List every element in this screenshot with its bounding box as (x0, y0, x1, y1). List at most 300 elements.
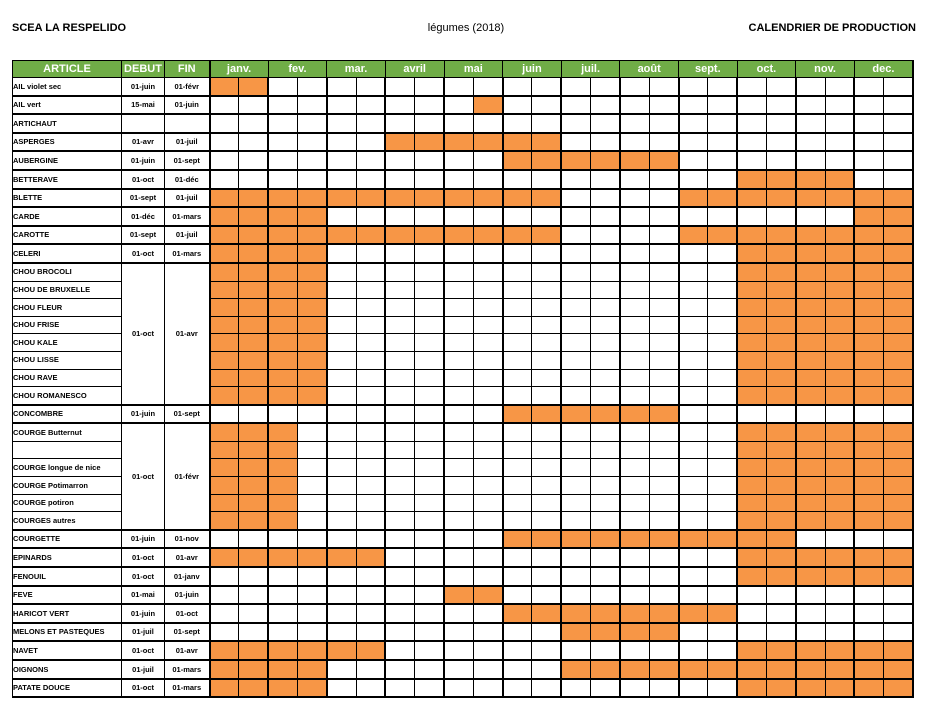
filled-period-cell (737, 641, 766, 660)
filled-period-cell (210, 548, 239, 567)
empty-period-cell (356, 369, 385, 387)
empty-period-cell (591, 387, 620, 405)
empty-period-cell (385, 244, 414, 263)
empty-period-cell (649, 586, 678, 605)
empty-period-cell (385, 263, 414, 281)
empty-period-cell (415, 441, 444, 459)
empty-period-cell (297, 96, 326, 115)
empty-period-cell (210, 530, 239, 549)
filled-period-cell (796, 441, 825, 459)
empty-period-cell (503, 96, 532, 115)
filled-period-cell (737, 512, 766, 530)
empty-period-cell (854, 530, 883, 549)
empty-period-cell (473, 623, 502, 642)
empty-period-cell (796, 78, 825, 96)
filled-period-cell (268, 263, 297, 281)
empty-period-cell (415, 604, 444, 623)
empty-period-cell (415, 96, 444, 115)
filled-period-cell (825, 660, 854, 679)
empty-period-cell (415, 494, 444, 512)
empty-period-cell (708, 477, 737, 495)
fin-cell: 01-juil (165, 189, 210, 208)
filled-period-cell (766, 189, 795, 208)
empty-period-cell (239, 567, 268, 586)
filled-period-cell (239, 281, 268, 299)
article-cell: ASPERGES (13, 133, 122, 152)
empty-period-cell (532, 299, 561, 317)
empty-period-cell (385, 477, 414, 495)
empty-period-cell (561, 316, 590, 334)
empty-period-cell (825, 133, 854, 152)
filled-period-cell (591, 151, 620, 170)
empty-period-cell (620, 423, 649, 441)
filled-period-cell (884, 263, 913, 281)
empty-period-cell (620, 567, 649, 586)
filled-period-cell (796, 281, 825, 299)
empty-period-cell (268, 530, 297, 549)
empty-period-cell (385, 660, 414, 679)
empty-period-cell (620, 477, 649, 495)
filled-period-cell (766, 441, 795, 459)
empty-period-cell (503, 387, 532, 405)
filled-period-cell (884, 477, 913, 495)
filled-period-cell (297, 351, 326, 369)
empty-period-cell (679, 405, 708, 424)
filled-period-cell (825, 441, 854, 459)
empty-period-cell (385, 405, 414, 424)
empty-period-cell (561, 78, 590, 96)
empty-period-cell (884, 405, 913, 424)
filled-period-cell (210, 226, 239, 245)
empty-period-cell (532, 660, 561, 679)
empty-period-cell (620, 512, 649, 530)
empty-period-cell (415, 567, 444, 586)
table-row (13, 586, 914, 605)
filled-period-cell (766, 263, 795, 281)
filled-period-cell (239, 441, 268, 459)
empty-period-cell (561, 281, 590, 299)
empty-period-cell (649, 114, 678, 133)
empty-period-cell (532, 334, 561, 352)
empty-period-cell (620, 170, 649, 189)
empty-period-cell (268, 405, 297, 424)
empty-period-cell (649, 494, 678, 512)
empty-period-cell (620, 189, 649, 208)
empty-period-cell (356, 207, 385, 226)
table-row (13, 207, 914, 226)
empty-period-cell (708, 494, 737, 512)
empty-period-cell (385, 459, 414, 477)
empty-period-cell (766, 114, 795, 133)
empty-period-cell (444, 78, 473, 96)
fin-cell: 01-mars (165, 207, 210, 226)
empty-period-cell (297, 170, 326, 189)
filled-period-cell (884, 369, 913, 387)
empty-period-cell (327, 405, 356, 424)
debut-cell: 01-avr (122, 133, 165, 152)
empty-period-cell (415, 405, 444, 424)
filled-period-cell (297, 369, 326, 387)
empty-period-cell (649, 369, 678, 387)
empty-period-cell (415, 114, 444, 133)
empty-period-cell (679, 567, 708, 586)
empty-period-cell (708, 586, 737, 605)
empty-period-cell (649, 226, 678, 245)
empty-period-cell (415, 369, 444, 387)
empty-period-cell (591, 423, 620, 441)
empty-period-cell (327, 299, 356, 317)
fin-cell: 01-avr (165, 548, 210, 567)
empty-period-cell (210, 405, 239, 424)
debut-cell: 01-juin (122, 530, 165, 549)
table-row (13, 405, 914, 424)
empty-period-cell (268, 114, 297, 133)
empty-period-cell (591, 226, 620, 245)
filled-period-cell (854, 660, 883, 679)
empty-period-cell (415, 586, 444, 605)
filled-period-cell (854, 334, 883, 352)
empty-period-cell (620, 586, 649, 605)
filled-period-cell (854, 423, 883, 441)
filled-period-cell (766, 226, 795, 245)
empty-period-cell (356, 586, 385, 605)
empty-period-cell (532, 96, 561, 115)
empty-period-cell (503, 567, 532, 586)
empty-period-cell (532, 207, 561, 226)
empty-period-cell (385, 679, 414, 698)
filled-period-cell (737, 530, 766, 549)
filled-period-cell (210, 244, 239, 263)
filled-period-cell (210, 512, 239, 530)
filled-period-cell (297, 207, 326, 226)
filled-period-cell (473, 586, 502, 605)
filled-period-cell (415, 133, 444, 152)
fin-cell: 01-mars (165, 660, 210, 679)
empty-period-cell (444, 679, 473, 698)
fin-cell: 01-janv (165, 567, 210, 586)
empty-period-cell (327, 114, 356, 133)
empty-period-cell (210, 170, 239, 189)
filled-period-cell (268, 423, 297, 441)
filled-period-cell (444, 133, 473, 152)
empty-period-cell (561, 641, 590, 660)
empty-period-cell (679, 512, 708, 530)
table-row (13, 133, 914, 152)
empty-period-cell (884, 530, 913, 549)
filled-period-cell (737, 226, 766, 245)
empty-period-cell (825, 623, 854, 642)
debut-cell: 01-oct (122, 263, 165, 405)
filled-period-cell (268, 441, 297, 459)
empty-period-cell (385, 441, 414, 459)
empty-period-cell (268, 151, 297, 170)
empty-period-cell (591, 299, 620, 317)
empty-period-cell (415, 263, 444, 281)
empty-period-cell (385, 281, 414, 299)
filled-period-cell (766, 567, 795, 586)
filled-period-cell (679, 189, 708, 208)
empty-period-cell (503, 423, 532, 441)
empty-period-cell (766, 133, 795, 152)
debut-cell: 01-juil (122, 660, 165, 679)
filled-period-cell (649, 660, 678, 679)
filled-period-cell (649, 530, 678, 549)
filled-period-cell (210, 494, 239, 512)
empty-period-cell (415, 351, 444, 369)
filled-period-cell (239, 334, 268, 352)
filled-period-cell (239, 263, 268, 281)
filled-period-cell (737, 660, 766, 679)
empty-period-cell (356, 459, 385, 477)
empty-period-cell (591, 679, 620, 698)
empty-period-cell (532, 623, 561, 642)
table-body (13, 78, 914, 698)
filled-period-cell (825, 567, 854, 586)
empty-period-cell (766, 96, 795, 115)
empty-period-cell (415, 623, 444, 642)
filled-period-cell (297, 316, 326, 334)
empty-period-cell (473, 530, 502, 549)
filled-period-cell (854, 548, 883, 567)
filled-period-cell (532, 604, 561, 623)
empty-period-cell (503, 369, 532, 387)
filled-period-cell (884, 226, 913, 245)
empty-period-cell (239, 405, 268, 424)
empty-period-cell (620, 679, 649, 698)
filled-period-cell (854, 512, 883, 530)
filled-period-cell (532, 189, 561, 208)
empty-period-cell (679, 423, 708, 441)
empty-period-cell (473, 679, 502, 698)
filled-period-cell (620, 405, 649, 424)
empty-period-cell (473, 387, 502, 405)
filled-period-cell (239, 207, 268, 226)
filled-period-cell (268, 369, 297, 387)
empty-period-cell (356, 512, 385, 530)
empty-period-cell (825, 530, 854, 549)
filled-period-cell (708, 189, 737, 208)
debut-cell: 01-oct (122, 170, 165, 189)
empty-period-cell (561, 369, 590, 387)
empty-period-cell (825, 96, 854, 115)
empty-period-cell (297, 477, 326, 495)
empty-period-cell (356, 623, 385, 642)
empty-period-cell (561, 334, 590, 352)
fin-cell: 01-sept (165, 623, 210, 642)
empty-period-cell (297, 78, 326, 96)
article-cell: CHOU KALE (13, 334, 122, 352)
filled-period-cell (884, 423, 913, 441)
filled-period-cell (239, 189, 268, 208)
filled-period-cell (210, 299, 239, 317)
article-cell: MELONS ET PASTEQUES (13, 623, 122, 642)
empty-period-cell (591, 351, 620, 369)
filled-period-cell (210, 334, 239, 352)
empty-period-cell (620, 316, 649, 334)
empty-period-cell (444, 641, 473, 660)
filled-period-cell (385, 133, 414, 152)
fin-cell: 01-nov (165, 530, 210, 549)
empty-period-cell (591, 316, 620, 334)
empty-period-cell (297, 530, 326, 549)
empty-period-cell (503, 512, 532, 530)
filled-period-cell (884, 494, 913, 512)
empty-period-cell (708, 641, 737, 660)
empty-period-cell (620, 114, 649, 133)
empty-period-cell (473, 351, 502, 369)
empty-period-cell (737, 623, 766, 642)
filled-period-cell (766, 281, 795, 299)
filled-period-cell (532, 405, 561, 424)
filled-period-cell (884, 441, 913, 459)
article-cell: EPINARDS (13, 548, 122, 567)
empty-period-cell (766, 405, 795, 424)
empty-period-cell (620, 548, 649, 567)
fin-cell: 01-oct (165, 604, 210, 623)
filled-period-cell (737, 244, 766, 263)
empty-period-cell (561, 679, 590, 698)
empty-period-cell (679, 170, 708, 189)
empty-period-cell (591, 548, 620, 567)
empty-period-cell (708, 281, 737, 299)
empty-period-cell (415, 244, 444, 263)
empty-period-cell (385, 604, 414, 623)
article-cell: CARDE (13, 207, 122, 226)
month-header: dec. (854, 61, 913, 78)
empty-period-cell (503, 459, 532, 477)
article-cell: BETTERAVE (13, 170, 122, 189)
empty-period-cell (532, 567, 561, 586)
empty-period-cell (884, 170, 913, 189)
empty-period-cell (473, 548, 502, 567)
empty-period-cell (796, 114, 825, 133)
filled-period-cell (854, 281, 883, 299)
filled-period-cell (884, 679, 913, 698)
empty-period-cell (327, 316, 356, 334)
filled-period-cell (737, 281, 766, 299)
filled-period-cell (796, 263, 825, 281)
empty-period-cell (649, 263, 678, 281)
debut-cell: 01-oct (122, 423, 165, 530)
article-cell: COURGE potiron (13, 494, 122, 512)
empty-period-cell (503, 586, 532, 605)
empty-period-cell (385, 494, 414, 512)
filled-period-cell (884, 387, 913, 405)
filled-period-cell (737, 494, 766, 512)
filled-period-cell (591, 405, 620, 424)
filled-period-cell (737, 334, 766, 352)
empty-period-cell (679, 459, 708, 477)
empty-period-cell (327, 660, 356, 679)
empty-period-cell (356, 299, 385, 317)
empty-period-cell (268, 78, 297, 96)
fin-cell (165, 114, 210, 133)
empty-period-cell (385, 623, 414, 642)
empty-period-cell (825, 207, 854, 226)
article-cell: COURGES autres (13, 512, 122, 530)
empty-period-cell (532, 263, 561, 281)
empty-period-cell (415, 299, 444, 317)
debut-cell: 01-oct (122, 641, 165, 660)
filled-period-cell (766, 369, 795, 387)
empty-period-cell (444, 530, 473, 549)
empty-period-cell (297, 423, 326, 441)
filled-period-cell (649, 604, 678, 623)
empty-period-cell (210, 586, 239, 605)
empty-period-cell (532, 369, 561, 387)
filled-period-cell (210, 351, 239, 369)
filled-period-cell (327, 226, 356, 245)
table-row (13, 567, 914, 586)
empty-period-cell (444, 351, 473, 369)
filled-period-cell (239, 679, 268, 698)
empty-period-cell (473, 405, 502, 424)
filled-period-cell (825, 679, 854, 698)
empty-period-cell (591, 189, 620, 208)
empty-period-cell (473, 567, 502, 586)
debut-cell: 01-juil (122, 623, 165, 642)
empty-period-cell (737, 207, 766, 226)
empty-period-cell (884, 96, 913, 115)
empty-period-cell (884, 151, 913, 170)
fin-cell: 01-avr (165, 641, 210, 660)
empty-period-cell (473, 114, 502, 133)
empty-period-cell (444, 151, 473, 170)
filled-period-cell (884, 189, 913, 208)
empty-period-cell (591, 207, 620, 226)
filled-period-cell (884, 641, 913, 660)
empty-period-cell (356, 494, 385, 512)
filled-period-cell (268, 316, 297, 334)
filled-period-cell (825, 316, 854, 334)
empty-period-cell (385, 96, 414, 115)
empty-period-cell (561, 189, 590, 208)
empty-period-cell (649, 423, 678, 441)
filled-period-cell (796, 494, 825, 512)
filled-period-cell (766, 477, 795, 495)
empty-period-cell (679, 641, 708, 660)
empty-period-cell (679, 299, 708, 317)
table-row (13, 151, 914, 170)
article-cell: CELERI (13, 244, 122, 263)
filled-period-cell (766, 423, 795, 441)
filled-period-cell (766, 351, 795, 369)
empty-period-cell (854, 586, 883, 605)
empty-period-cell (327, 96, 356, 115)
empty-period-cell (473, 641, 502, 660)
table-row (13, 244, 914, 263)
empty-period-cell (620, 78, 649, 96)
filled-period-cell (239, 512, 268, 530)
empty-period-cell (385, 548, 414, 567)
empty-period-cell (591, 334, 620, 352)
empty-period-cell (854, 170, 883, 189)
empty-period-cell (503, 281, 532, 299)
empty-period-cell (473, 441, 502, 459)
empty-period-cell (649, 299, 678, 317)
empty-period-cell (503, 299, 532, 317)
filled-period-cell (561, 405, 590, 424)
filled-period-cell (766, 679, 795, 698)
empty-period-cell (649, 459, 678, 477)
empty-period-cell (327, 494, 356, 512)
filled-period-cell (532, 226, 561, 245)
empty-period-cell (591, 641, 620, 660)
empty-period-cell (620, 387, 649, 405)
empty-period-cell (297, 623, 326, 642)
empty-period-cell (210, 114, 239, 133)
filled-period-cell (327, 548, 356, 567)
